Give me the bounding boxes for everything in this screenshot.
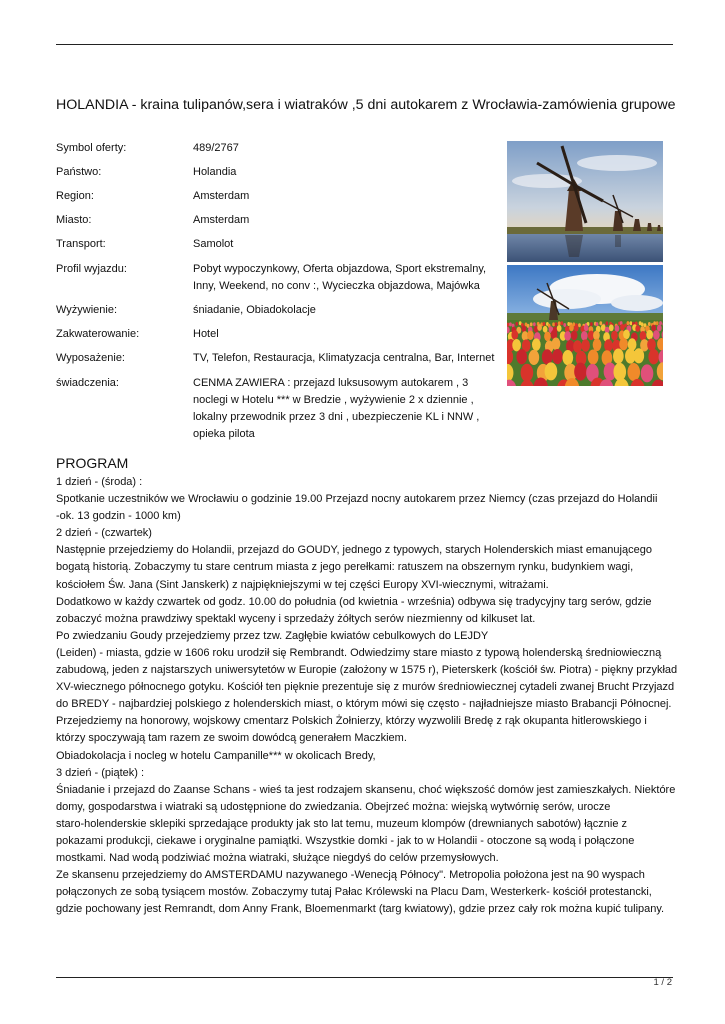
offer-label: Region: <box>56 190 94 202</box>
program-line: -ok. 13 godzin - 1000 km) <box>56 510 181 523</box>
windmills-photo <box>507 141 663 262</box>
program-line: bogatą historią. Zobaczymy tu stare centrum miasta z jego perełkami: ratuszem na obszernym rynku, budynkiem wagi, <box>56 561 634 574</box>
program-line: 2 dzień - (czwartek) <box>56 527 152 540</box>
program-line: 3 dzień - (piątek) : <box>56 766 145 779</box>
program-line: 1 dzień - (środa) : <box>56 476 143 488</box>
program-line: Obiadokolacja i nocleg w hotelu Campanille*** w okolicach Bredy, <box>56 749 376 762</box>
offer-value-line: Inny, Weekend, no conv :, Wycieczka objazdowa, Majówka <box>193 280 480 292</box>
offer-label: Miasto: <box>56 214 92 226</box>
program-line: pokazami produkcji, ciekawe i oryginalne pamiątki. Wszystkie domki - jak to w Holandii - otoczone są wodą i połączone <box>56 834 635 847</box>
program-heading: PROGRAM <box>56 455 129 471</box>
offer-value-line: lokalny przewodnik przez 3 dni , ubezpieczenie KL i NNW , <box>193 411 480 423</box>
offer-label: Profil wyjazdu: <box>56 263 127 275</box>
program-line: gdzie pochowany jest Remrandt, dom Anny Frank, Bloemenmarkt (targ kwiatowy), gdzie przez cały rok można kupić tulipany. <box>56 903 665 916</box>
offer-label: Wyżywienie: <box>56 304 118 316</box>
offer-value-line: CENMA ZAWIERA : przejazd luksusowym autokarem , 3 <box>193 377 469 389</box>
program-text <box>56 474 678 918</box>
footer-rule <box>56 977 673 978</box>
program-line: do BREDY - najbardziej polskiego z holenderskich miast, o którym mówi się często - najładniejsze miasto Brabancji Północnej. <box>56 698 672 711</box>
offer-label: Symbol oferty: <box>56 142 127 154</box>
offer-label: Wyposażenie: <box>56 352 125 364</box>
program-line: którzy spoczywają tam razem ze swoim dowódcą generałem Maczkiem. <box>56 732 407 745</box>
program-line: Spotkanie uczestników we Wrocławiu o godzinie 19.00 Przejazd nocny autokarem przez Niemcy (czas przejazd do Holandii <box>56 493 658 506</box>
program-line: Dodatkowo w każdy czwartek od godz. 10.00 do południa (od kwietnia - września) odbywa się tradycyjny targ serów, gdzie <box>56 595 652 608</box>
offer-value-line: opieka pilota <box>193 428 255 440</box>
offer-value: Samolot <box>193 238 234 250</box>
tulips-photo <box>507 265 663 386</box>
program-line: (Leiden) - miasta, gdzie w 1606 roku urodził się Rembrandt. Odwiedzimy stare miasto z typową holenderską średniowieczną <box>56 646 662 659</box>
program-line: staro-holenderskie sklepiki sprzedające produkty jak sto lat temu, muzeum klompów (drewnianych sabotów) łącznie z <box>56 817 628 830</box>
offer-value-line: Pobyt wypoczynkowy, Oferta objazdowa, Sport ekstremalny, <box>193 263 487 275</box>
program-line: kościołem Św. Jana (Sint Janskerk) z najpiękniejszymi w tej części Europy XVI-wiecznymi, witrażami. <box>56 578 549 591</box>
program-line: domy, gospodarstwa i wiatraki są udostępnione do zwiedzania. Obejrzeć można: wiejską wytwórnię serów, urocze <box>56 800 611 813</box>
program-line: Po zwiedzaniu Goudy przejedziemy przez tzw. Zagłębie kwiatów cebulkowych do LEJDY <box>56 629 489 642</box>
program-line: mostkami. Nad wodą podziwiać można wiatraki, służące niegdyś do celów przemysłowych. <box>56 852 499 865</box>
offer-value: 489/2767 <box>193 142 239 154</box>
offer-label: Państwo: <box>56 166 102 178</box>
page-number: 1 / 2 <box>653 977 672 988</box>
program-line: Przejedziemy na honorowy, wojskowy cmentarz Polskich Żołnierzy, którzy wyzwolili Bredę z rąk okupanta hitlerowskiego i <box>56 715 647 728</box>
program-line: połączonych ze sobą tysiącem mostów. Zobaczymy tutaj Pałac Królewski na Placu Dam, Westerkerk- kościół protestancki, <box>56 886 652 899</box>
offer-value: Amsterdam <box>193 214 250 226</box>
offer-value <box>193 261 505 295</box>
offer-value: Hotel <box>193 328 219 340</box>
offer-label: Zakwaterowanie: <box>56 328 140 340</box>
program-line: zabudową, jeden z najstarszych uniwersytetów w Europie (założony w 1575 r), Pieterskerk (kościół św. Piotra) - piękny przykład <box>56 664 678 677</box>
offer-value: śniadanie, Obiadokolacje <box>193 304 316 316</box>
program-line: Ze skansenu przejedziemy do AMSTERDAMU nazywanego -Wenecją Północy". Metropolia położona jest na 90 wyspach <box>56 869 645 882</box>
offer-value: Amsterdam <box>193 190 250 202</box>
offer-value: Holandia <box>193 166 237 178</box>
offer-label: Transport: <box>56 238 106 250</box>
program-line: Śniadanie i przejazd do Zaanse Schans - wieś ta jest rodzajem skansenu, choć większość domów jest zamieszkałych. Niektóre <box>56 783 676 796</box>
offer-label: świadczenia: <box>56 377 119 389</box>
page-title: HOLANDIA - kraina tulipanów,sera i wiatraków ,5 dni autokarem z Wrocławia-zamówienia grupowe <box>56 97 676 113</box>
program-line: zobaczyć można prawdziwy spektakl wyceny i sprzedaży żółtych serów niezmienny od kilkuset lat. <box>56 612 536 625</box>
offer-value: TV, Telefon, Restauracja, Klimatyzacja centralna, Bar, Internet <box>193 352 495 364</box>
header-rule <box>56 44 673 45</box>
offer-value-line: noclegi w Hotelu *** w Bredzie , wyżywienie 2 x dziennie , <box>193 394 474 406</box>
program-line: XV-wiecznego północnego gotyku. Kościół ten pięknie prezentuje się z murów średniowiecznej cytadeli zwanej Brucht Przyjazd <box>56 681 675 694</box>
offer-value <box>193 375 505 443</box>
program-line: Następnie przejedziemy do Holandii, przejazd do GOUDY, jednego z typowych, starych Holenderskich miast emanującego <box>56 544 652 557</box>
